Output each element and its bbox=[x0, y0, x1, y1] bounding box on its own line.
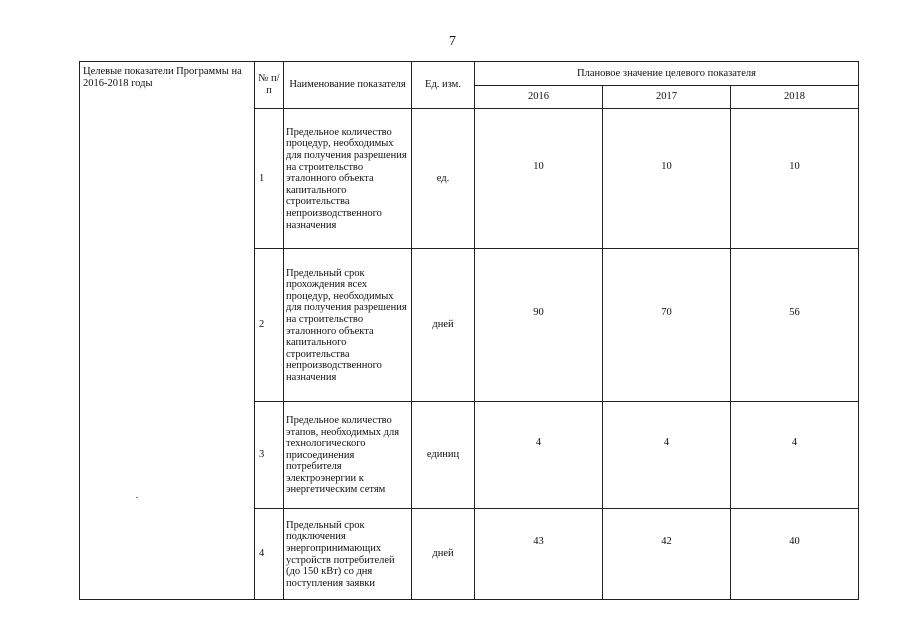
column-header-name: Наименование показателя bbox=[284, 62, 412, 109]
target-indicators-table bbox=[79, 61, 859, 600]
value-2017-text: 70 bbox=[661, 307, 672, 319]
value-2016-text: 4 bbox=[535, 437, 542, 449]
row-number: 3 bbox=[255, 402, 284, 509]
scan-speck bbox=[136, 497, 138, 498]
value-2016 bbox=[475, 249, 603, 402]
indicator-name: Предельный срок подключения энергопринимающих устройств потребителей (до 150 кВт) со дня поступления заявки bbox=[284, 509, 412, 600]
indicator-unit: ед. bbox=[412, 109, 475, 249]
column-header-year-2016: 2016 bbox=[475, 86, 603, 109]
column-header-num: № п/п bbox=[255, 62, 284, 109]
program-indicators-label: Целевые показатели Программы на 2016-2018 годы bbox=[80, 62, 255, 600]
value-2018 bbox=[731, 402, 859, 509]
value-2017-text: 10 bbox=[661, 160, 672, 172]
indicator-name: Предельный срок прохождения всех процедур, необходимых для получения разрешения на строительство эталонного объекта капитального строительства непроизводственного назначения bbox=[284, 249, 412, 402]
indicator-unit: единиц bbox=[412, 402, 475, 509]
value-2016 bbox=[475, 402, 603, 509]
value-2016-text: 90 bbox=[533, 307, 544, 319]
value-2017-text: 42 bbox=[661, 536, 672, 548]
row-number: 1 bbox=[255, 109, 284, 249]
value-2016 bbox=[475, 109, 603, 249]
value-2018 bbox=[731, 249, 859, 402]
column-header-unit: Ед. изм. bbox=[412, 62, 475, 109]
page-number: 7 bbox=[449, 34, 456, 49]
column-header-year-2017: 2017 bbox=[603, 86, 731, 109]
value-2017-text: 4 bbox=[663, 437, 670, 449]
indicator-name: Предельное количество этапов, необходимых для технологического присоединения потребителя электроэнергии к энергетическим сетям bbox=[284, 402, 412, 509]
value-2016-text: 10 bbox=[533, 160, 544, 172]
value-2017 bbox=[603, 509, 731, 600]
column-header-plan: Плановое значение целевого показателя bbox=[475, 62, 859, 86]
value-2018 bbox=[731, 109, 859, 249]
value-2018-text: 40 bbox=[789, 536, 800, 548]
value-2016 bbox=[475, 509, 603, 600]
value-2018-text: 10 bbox=[789, 160, 800, 172]
value-2017 bbox=[603, 249, 731, 402]
value-2018-text: 56 bbox=[789, 307, 800, 319]
value-2018-text: 4 bbox=[791, 437, 798, 449]
value-2018 bbox=[731, 509, 859, 600]
value-2016-text: 43 bbox=[533, 536, 544, 548]
value-2017 bbox=[603, 109, 731, 249]
indicator-name: Предельное количество процедур, необходимых для получения разрешения на строительство эталонного объекта капитального строительства непроизводственного назначения bbox=[284, 109, 412, 249]
column-header-year-2018: 2018 bbox=[731, 86, 859, 109]
indicator-unit: дней bbox=[412, 249, 475, 402]
row-number: 2 bbox=[255, 249, 284, 402]
indicator-unit: дней bbox=[412, 509, 475, 600]
value-2017 bbox=[603, 402, 731, 509]
row-number: 4 bbox=[255, 509, 284, 600]
